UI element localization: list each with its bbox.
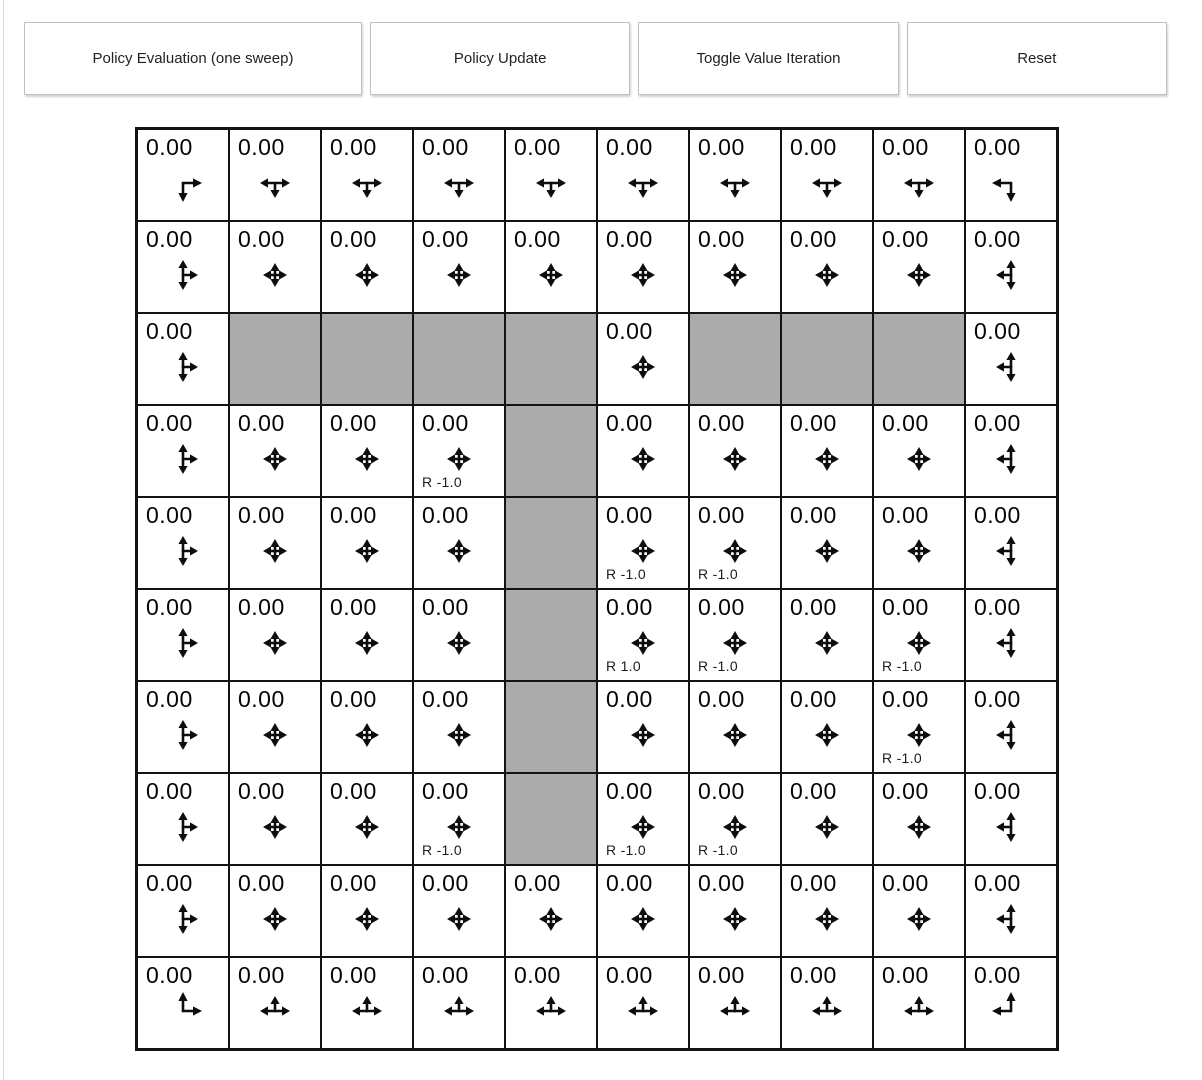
grid-cell[interactable] [413,221,505,313]
grid-cell[interactable] [137,405,229,497]
policy-arrows-icon [252,804,298,850]
cell-value: 0.00 [882,594,929,620]
policy-arrows-icon [528,160,574,206]
grid-cell[interactable] [597,313,689,405]
cell-value: 0.00 [238,502,285,528]
grid-cell[interactable] [781,773,873,865]
cell-value: 0.00 [698,134,745,160]
cell-value: 0.00 [330,594,377,620]
policy-arrows-icon [988,252,1034,298]
cell-value: 0.00 [790,962,837,988]
policy-arrows-icon [252,436,298,482]
grid-cell[interactable] [321,773,413,865]
grid-cell[interactable] [689,405,781,497]
grid-cell[interactable] [229,405,321,497]
grid-cell[interactable] [873,405,965,497]
wall-cell [505,681,597,773]
cell-value: 0.00 [882,870,929,896]
policy-arrows-icon [344,804,390,850]
policy-arrows-icon [804,528,850,574]
policy-arrows-icon [528,252,574,298]
gridworld [135,127,1059,1051]
cell-value: 0.00 [146,226,193,252]
policy-arrows-icon [436,160,482,206]
cell-value: 0.00 [790,686,837,712]
grid-cell[interactable] [965,497,1057,589]
grid-cell[interactable] [413,589,505,681]
policy-arrows-icon [344,160,390,206]
cell-value: 0.00 [974,502,1021,528]
grid-cell[interactable] [229,865,321,957]
policy-arrows-icon [436,620,482,666]
cell-value: 0.00 [146,318,193,344]
policy-arrows-icon [252,252,298,298]
policy-arrows-icon [988,988,1034,1034]
grid-cell[interactable] [965,681,1057,773]
grid-cell[interactable] [597,589,689,681]
policy-arrows-icon [712,712,758,758]
cell-value: 0.00 [790,410,837,436]
cell-value: 0.00 [790,502,837,528]
grid-cell[interactable] [689,865,781,957]
grid-cell[interactable] [873,497,965,589]
cell-value: 0.00 [330,502,377,528]
grid-cell[interactable] [229,221,321,313]
cell-value: 0.00 [146,502,193,528]
cell-value: 0.00 [146,594,193,620]
cell-value: 0.00 [698,502,745,528]
policy-arrows-icon [160,252,206,298]
policy-arrows-icon [896,896,942,942]
cell-value: 0.00 [146,134,193,160]
grid-cell[interactable] [229,681,321,773]
cell-value: 0.00 [974,870,1021,896]
cell-value: 0.00 [146,870,193,896]
policy-update-button[interactable]: Policy Update [370,22,630,95]
policy-arrows-icon [252,620,298,666]
policy-arrows-icon [988,804,1034,850]
cell-value: 0.00 [606,410,653,436]
policy-arrows-icon [620,712,666,758]
grid-cell[interactable] [229,589,321,681]
grid-cell[interactable] [689,681,781,773]
window-edge-line [3,0,4,1080]
cell-value: 0.00 [422,226,469,252]
cell-value: 0.00 [974,410,1021,436]
grid-cell[interactable] [781,221,873,313]
cell-value: 0.00 [882,962,929,988]
cell-value: 0.00 [882,778,929,804]
grid-cell[interactable] [413,681,505,773]
grid-cell[interactable] [321,221,413,313]
cell-value: 0.00 [698,594,745,620]
grid-cell[interactable] [597,405,689,497]
cell-value: 0.00 [606,594,653,620]
cell-reward: R -1.0 [606,842,646,858]
policy-arrows-icon [712,160,758,206]
policy-arrows-icon [620,252,666,298]
policy-arrows-icon [988,160,1034,206]
cell-reward: R -1.0 [422,474,462,490]
cell-value: 0.00 [146,410,193,436]
cell-value: 0.00 [606,318,653,344]
grid-cell[interactable] [229,957,321,1049]
cell-value: 0.00 [698,962,745,988]
cell-value: 0.00 [330,226,377,252]
policy-arrows-icon [436,252,482,298]
grid-cell[interactable] [137,865,229,957]
grid-cell[interactable] [413,773,505,865]
cell-value: 0.00 [238,778,285,804]
grid-cell[interactable] [321,497,413,589]
cell-value: 0.00 [422,686,469,712]
cell-value: 0.00 [606,686,653,712]
cell-value: 0.00 [698,778,745,804]
grid-cell[interactable] [597,681,689,773]
policy-arrows-icon [344,712,390,758]
grid-cell[interactable] [781,681,873,773]
cell-value: 0.00 [882,686,929,712]
grid-cell[interactable] [413,405,505,497]
policy-arrows-icon [160,528,206,574]
grid-cell[interactable] [689,129,781,221]
grid-cell[interactable] [137,957,229,1049]
cell-reward: R -1.0 [698,658,738,674]
policy-arrows-icon [804,712,850,758]
cell-value: 0.00 [882,502,929,528]
grid-cell[interactable] [965,957,1057,1049]
grid-cell[interactable] [873,865,965,957]
policy-arrows-icon [252,896,298,942]
policy-arrows-icon [804,804,850,850]
grid-cell[interactable] [965,129,1057,221]
grid-cell[interactable] [689,773,781,865]
cell-value: 0.00 [330,778,377,804]
cell-value: 0.00 [330,686,377,712]
grid-cell[interactable] [321,589,413,681]
cell-value: 0.00 [238,134,285,160]
grid-cell[interactable] [781,589,873,681]
cell-value: 0.00 [606,502,653,528]
wall-cell [229,313,321,405]
grid-cell[interactable] [505,957,597,1049]
policy-arrows-icon [896,528,942,574]
cell-value: 0.00 [606,134,653,160]
cell-value: 0.00 [514,870,561,896]
policy-arrows-icon [436,712,482,758]
wall-cell [689,313,781,405]
wall-cell [873,313,965,405]
cell-value: 0.00 [698,226,745,252]
cell-value: 0.00 [974,134,1021,160]
grid-cell[interactable] [229,773,321,865]
cell-reward: R 1.0 [606,658,641,674]
cell-value: 0.00 [974,686,1021,712]
cell-value: 0.00 [698,870,745,896]
policy-evaluation-button[interactable]: Policy Evaluation (one sweep) [24,22,362,95]
cell-value: 0.00 [882,226,929,252]
cell-value: 0.00 [422,870,469,896]
policy-arrows-icon [988,896,1034,942]
policy-arrows-icon [896,436,942,482]
cell-value: 0.00 [422,962,469,988]
policy-arrows-icon [160,620,206,666]
cell-value: 0.00 [790,226,837,252]
cell-value: 0.00 [238,686,285,712]
grid-cell[interactable] [781,497,873,589]
cell-value: 0.00 [606,870,653,896]
grid-cell[interactable] [137,773,229,865]
grid-cell[interactable] [873,681,965,773]
grid-cell[interactable] [413,865,505,957]
policy-arrows-icon [528,896,574,942]
cell-value: 0.00 [514,962,561,988]
grid-cell[interactable] [689,589,781,681]
cell-value: 0.00 [606,962,653,988]
wall-cell [505,773,597,865]
cell-reward: R -1.0 [882,750,922,766]
policy-arrows-icon [528,988,574,1034]
policy-arrows-icon [804,620,850,666]
grid-cell[interactable] [781,957,873,1049]
policy-arrows-icon [252,712,298,758]
policy-arrows-icon [620,896,666,942]
policy-arrows-icon [620,160,666,206]
policy-arrows-icon [344,896,390,942]
cell-value: 0.00 [790,134,837,160]
policy-arrows-icon [160,160,206,206]
cell-value: 0.00 [974,226,1021,252]
grid-cell[interactable] [413,957,505,1049]
cell-value: 0.00 [698,410,745,436]
cell-value: 0.00 [238,594,285,620]
policy-arrows-icon [804,988,850,1034]
policy-arrows-icon [804,252,850,298]
toolbar [24,22,1167,95]
cell-value: 0.00 [238,226,285,252]
grid-cell[interactable] [505,129,597,221]
grid-cell[interactable] [321,681,413,773]
grid-cell[interactable] [321,129,413,221]
grid-cell[interactable] [413,497,505,589]
grid-cell[interactable] [137,221,229,313]
cell-value: 0.00 [146,686,193,712]
cell-value: 0.00 [146,778,193,804]
grid-cell[interactable] [137,681,229,773]
policy-arrows-icon [620,436,666,482]
grid-cell[interactable] [321,957,413,1049]
policy-arrows-icon [160,804,206,850]
policy-arrows-icon [896,252,942,298]
grid-cell[interactable] [965,221,1057,313]
policy-arrows-icon [896,160,942,206]
grid-cell[interactable] [321,405,413,497]
policy-arrows-icon [712,436,758,482]
grid-cell[interactable] [229,129,321,221]
policy-arrows-icon [344,988,390,1034]
grid-cell[interactable] [597,497,689,589]
cell-value: 0.00 [238,962,285,988]
policy-arrows-icon [712,252,758,298]
grid-cell[interactable] [781,405,873,497]
wall-cell [321,313,413,405]
cell-reward: R -1.0 [698,842,738,858]
cell-reward: R -1.0 [698,566,738,582]
cell-value: 0.00 [974,962,1021,988]
wall-cell [505,313,597,405]
policy-arrows-icon [344,436,390,482]
policy-arrows-icon [620,344,666,390]
grid-cell[interactable] [689,957,781,1049]
policy-arrows-icon [436,896,482,942]
grid-cell[interactable] [965,405,1057,497]
cell-value: 0.00 [238,870,285,896]
cell-value: 0.00 [882,410,929,436]
cell-value: 0.00 [606,226,653,252]
grid-cell[interactable] [873,221,965,313]
policy-arrows-icon [988,344,1034,390]
wall-cell [781,313,873,405]
grid-cell[interactable] [597,773,689,865]
grid-cell[interactable] [873,957,965,1049]
cell-reward: R -1.0 [422,842,462,858]
cell-value: 0.00 [698,686,745,712]
grid-cell[interactable] [597,957,689,1049]
policy-arrows-icon [160,344,206,390]
cell-reward: R -1.0 [882,658,922,674]
policy-arrows-icon [896,804,942,850]
grid-cell[interactable] [413,129,505,221]
grid-cell[interactable] [505,865,597,957]
policy-arrows-icon [160,712,206,758]
grid-cell[interactable] [229,497,321,589]
reset-button[interactable]: Reset [907,22,1167,95]
grid-cell[interactable] [137,589,229,681]
cell-value: 0.00 [514,134,561,160]
wall-cell [505,405,597,497]
grid-cell[interactable] [965,589,1057,681]
cell-reward: R -1.0 [606,566,646,582]
cell-value: 0.00 [974,594,1021,620]
grid-cell[interactable] [321,865,413,957]
grid-cell[interactable] [873,129,965,221]
grid-cell[interactable] [873,773,965,865]
policy-arrows-icon [344,620,390,666]
wall-cell [413,313,505,405]
cell-value: 0.00 [790,594,837,620]
wall-cell [505,497,597,589]
grid-cell[interactable] [873,589,965,681]
cell-value: 0.00 [422,134,469,160]
cell-value: 0.00 [974,318,1021,344]
policy-arrows-icon [160,436,206,482]
grid-cell[interactable] [505,221,597,313]
cell-value: 0.00 [422,594,469,620]
cell-value: 0.00 [790,778,837,804]
policy-arrows-icon [988,528,1034,574]
cell-value: 0.00 [514,226,561,252]
grid-cell[interactable] [137,313,229,405]
policy-arrows-icon [712,988,758,1034]
policy-arrows-icon [804,896,850,942]
policy-arrows-icon [988,436,1034,482]
policy-arrows-icon [160,896,206,942]
cell-value: 0.00 [422,502,469,528]
grid-cell[interactable] [965,773,1057,865]
toggle-value-iteration-button[interactable]: Toggle Value Iteration [638,22,898,95]
grid-cell[interactable] [689,221,781,313]
cell-value: 0.00 [974,778,1021,804]
policy-arrows-icon [252,160,298,206]
cell-value: 0.00 [330,410,377,436]
cell-value: 0.00 [882,134,929,160]
policy-arrows-icon [252,988,298,1034]
policy-arrows-icon [344,528,390,574]
grid-cell[interactable] [689,497,781,589]
cell-value: 0.00 [238,410,285,436]
grid-cell[interactable] [965,865,1057,957]
cell-value: 0.00 [422,410,469,436]
policy-arrows-icon [344,252,390,298]
policy-arrows-icon [804,436,850,482]
policy-arrows-icon [436,528,482,574]
policy-arrows-icon [988,712,1034,758]
cell-value: 0.00 [146,962,193,988]
grid-cell[interactable] [137,497,229,589]
cell-value: 0.00 [790,870,837,896]
policy-arrows-icon [804,160,850,206]
wall-cell [505,589,597,681]
cell-value: 0.00 [422,778,469,804]
policy-arrows-icon [436,988,482,1034]
grid-cell[interactable] [137,129,229,221]
grid-cell[interactable] [597,865,689,957]
policy-arrows-icon [712,896,758,942]
cell-value: 0.00 [606,778,653,804]
policy-arrows-icon [896,988,942,1034]
grid-cell[interactable] [781,129,873,221]
grid-cell[interactable] [965,313,1057,405]
grid-cell[interactable] [597,129,689,221]
policy-arrows-icon [988,620,1034,666]
policy-arrows-icon [620,988,666,1034]
cell-value: 0.00 [330,870,377,896]
grid-cell[interactable] [781,865,873,957]
grid-cell[interactable] [597,221,689,313]
cell-value: 0.00 [330,962,377,988]
policy-arrows-icon [160,988,206,1034]
cell-value: 0.00 [330,134,377,160]
policy-arrows-icon [252,528,298,574]
